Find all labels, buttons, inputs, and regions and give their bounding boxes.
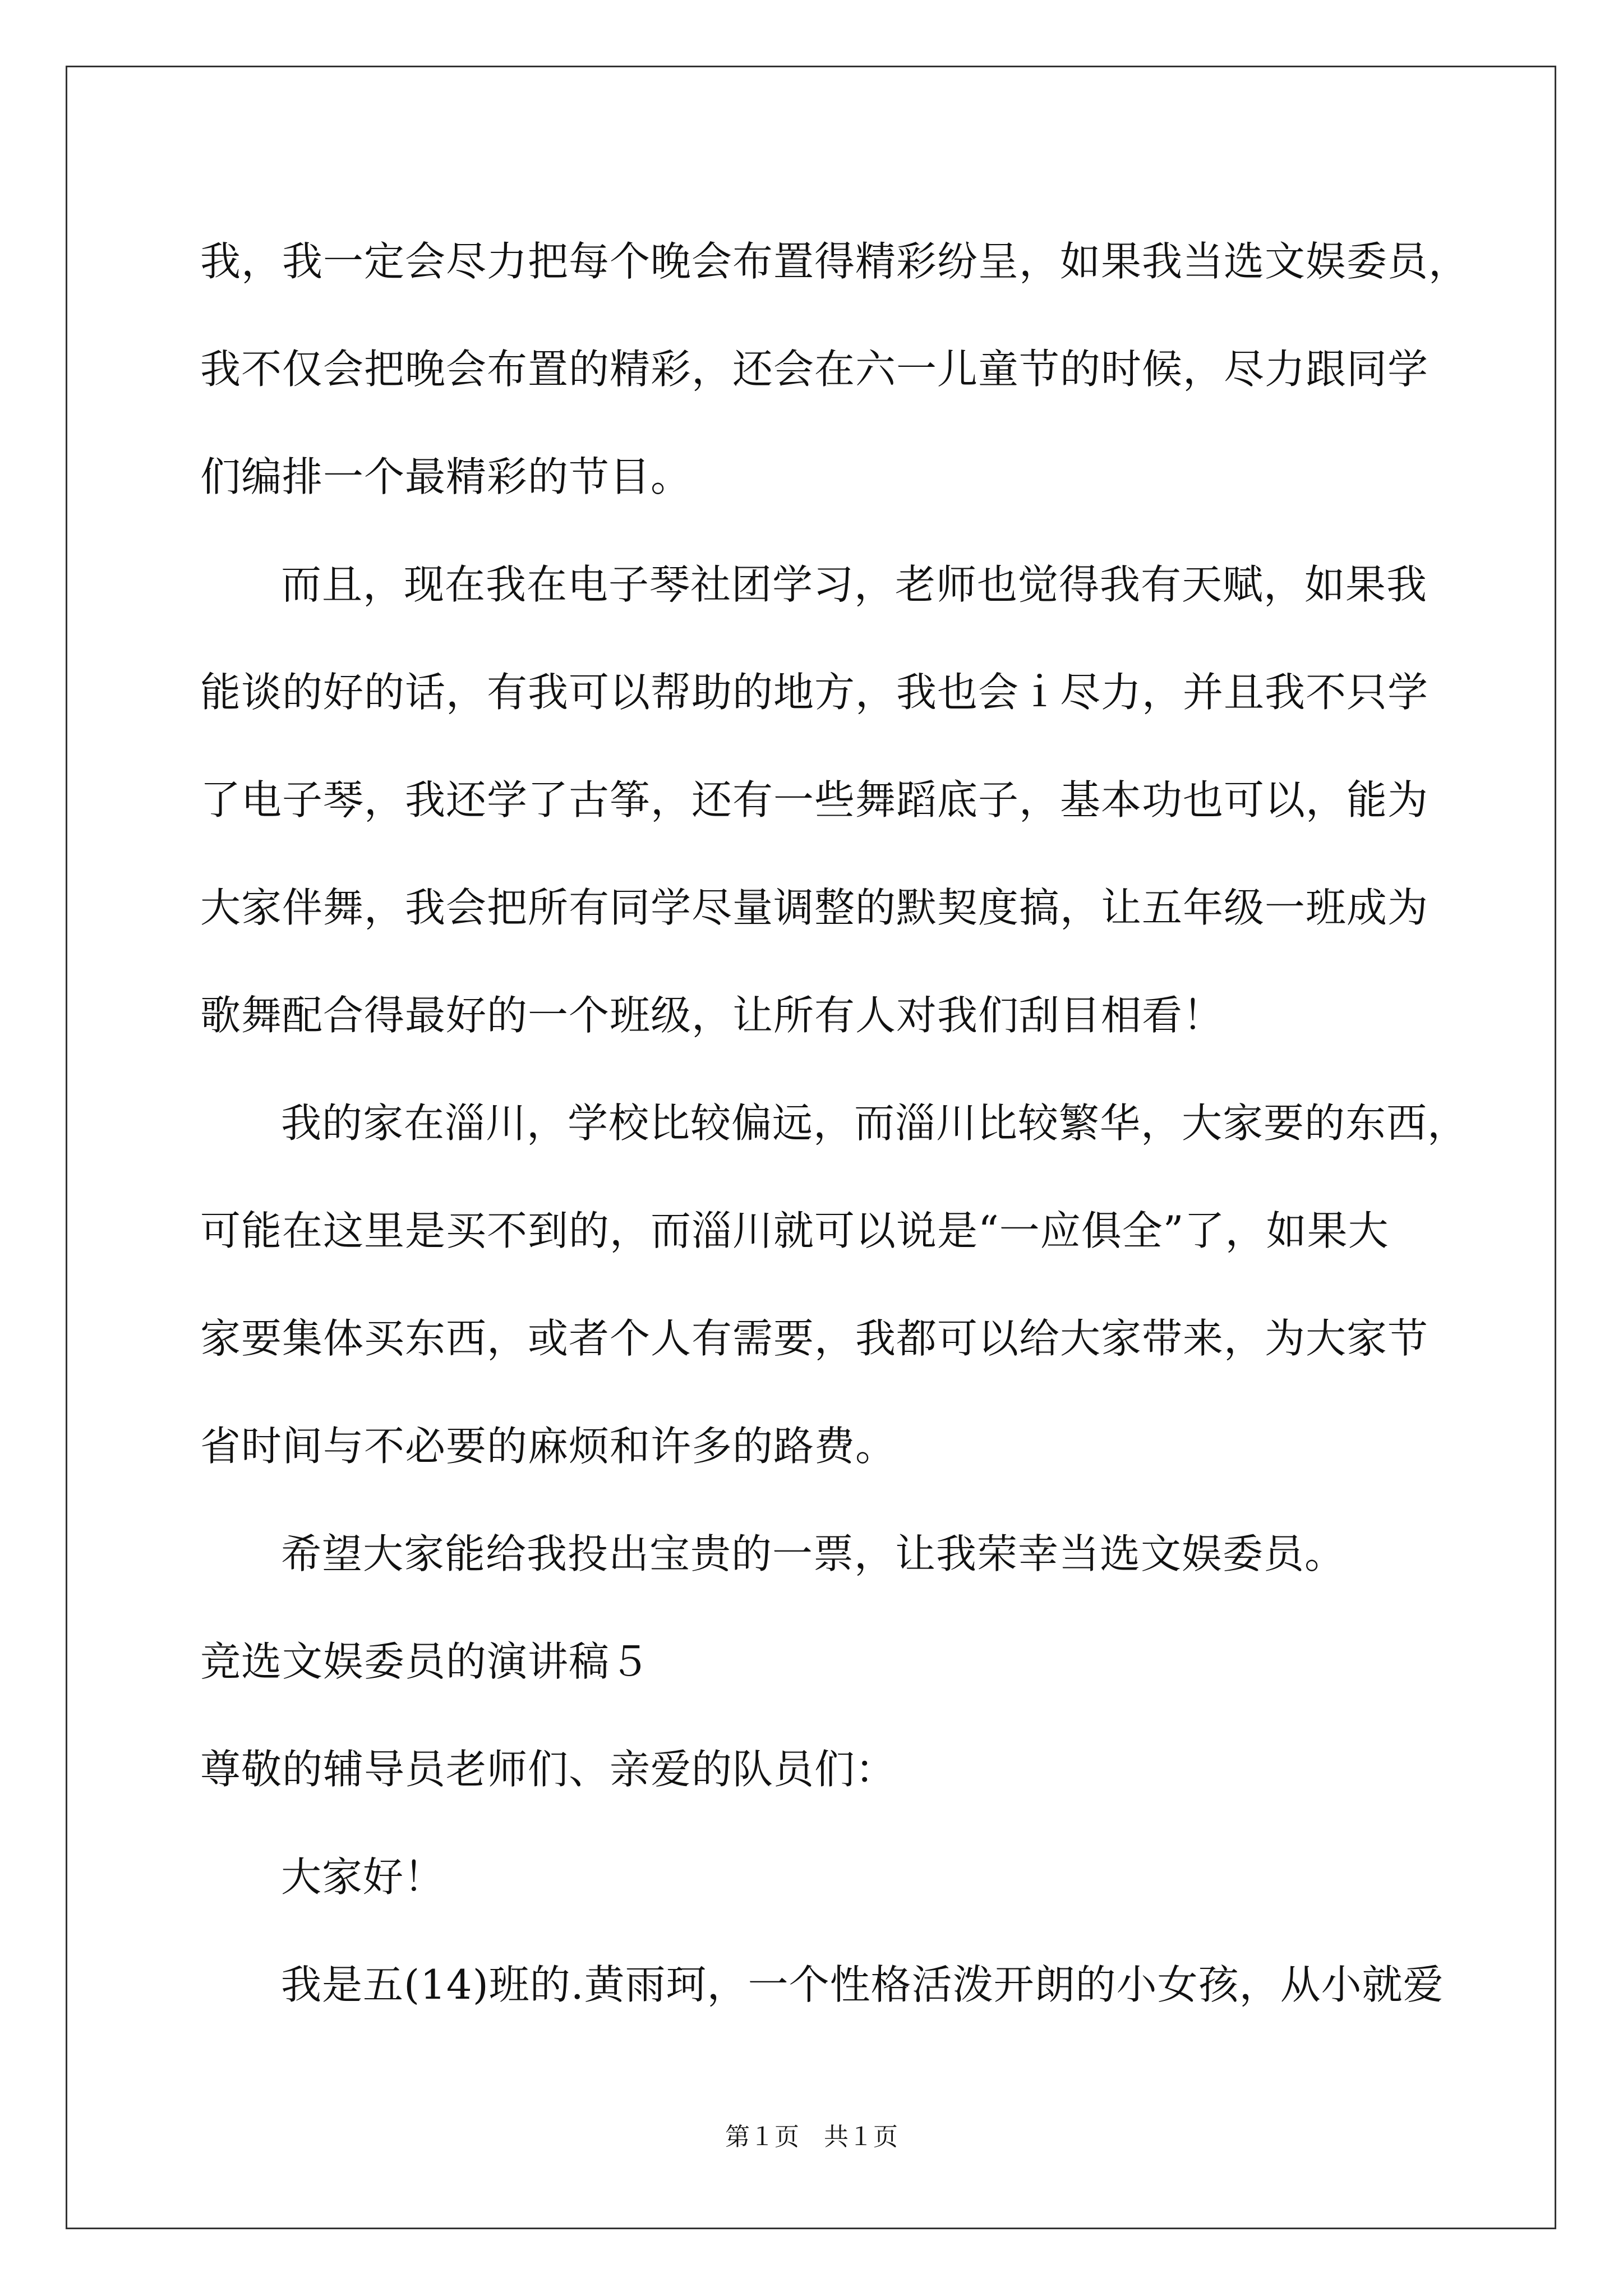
text-line: 歌舞配合得最好的一个班级，让所有人对我们刮目相看！ [200,992,1224,1039]
paragraph-start-line: 我是五(14)班的.黄雨珂，一个性格活泼开朗的小女孩，从小就爱 [281,1961,1444,2008]
text-line: 省时间与不必要的麻烦和许多的路费。 [200,1423,897,1470]
text-line: 们编排一个最精彩的节目。 [200,453,692,500]
text-line: 家要集体买东西，或者个人有需要，我都可以给大家带来，为大家节 [200,1315,1429,1362]
text-line: 能谈的好的话，有我可以帮助的地方，我也会ｉ尽力，并且我不只学 [200,669,1429,716]
text-line: 可能在这里是买不到的，而淄川就可以说是“一应俱全”了，如果大 [200,1207,1389,1254]
text-line: 大家伴舞，我会把所有同学尽量调整的默契度搞，让五年级一班成为 [200,884,1429,931]
text-line: 我，我一定会尽力把每个晚会布置得精彩纷呈，如果我当选文娱委员， [200,238,1470,285]
document-body [200,208,1470,2039]
salutation-line: 尊敬的辅导员老师们、亲爱的队员们： [200,1746,897,1793]
paragraph-start-line: 我的家在淄川，学校比较偏远，而淄川比较繁华，大家要的东西， [281,1099,1469,1147]
section-heading: 竞选文娱委员的演讲稿５ [200,1638,651,1685]
text-line: 我不仅会把晚会布置的精彩，还会在六一儿童节的时候，尽力跟同学 [200,346,1429,393]
page-footer: 第１页 共１页 [725,2123,898,2151]
greeting-line: 大家好！ [281,1853,445,1901]
paragraph-start-line: 而且，现在我在电子琴社团学习，老师也觉得我有天赋，如果我 [281,561,1428,608]
paragraph-start-line: 希望大家能给我投出宝贵的一票，让我荣幸当选文娱委员。 [281,1530,1346,1577]
text-line: 了电子琴，我还学了古筝，还有一些舞蹈底子，基本功也可以，能为 [200,776,1429,823]
